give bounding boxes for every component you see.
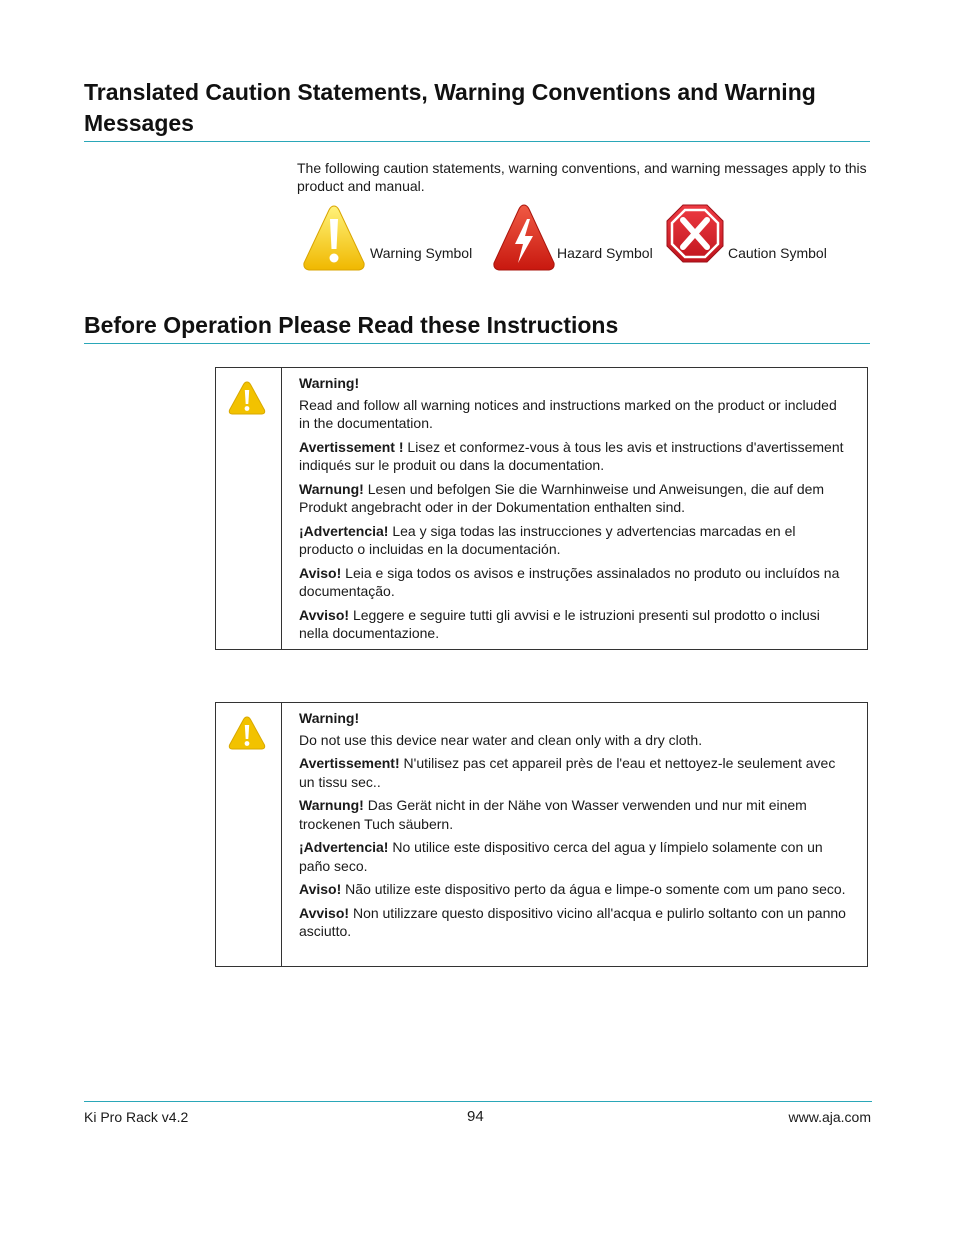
warning-line-english: Read and follow all warning notices and instructions marked on the product or included in the documentation. <box>299 396 837 431</box>
warning-line-portuguese: Aviso! Leia e siga todos os avisos e instruções assinalados no produto ou incluídos na documentação. <box>299 564 840 599</box>
warning-line-portuguese: Aviso! Não utilize este dispositivo perto da água e limpe-o somente com um pano seco. <box>299 881 846 897</box>
warning-line-french: Avertissement! N'utilisez pas cet appareil près de l'eau et nettoyez-le seulement avec un tissu sec.. <box>299 755 836 790</box>
warning-symbol-label: Warning Symbol <box>370 245 473 261</box>
warning-title: Warning! <box>299 375 360 391</box>
warning-triangle-icon <box>228 380 266 416</box>
warning-box-read-instructions <box>215 367 868 650</box>
warning-line-italian: Avviso! Leggere e seguire tutti gli avvisi e le istruzioni presenti sul prodotto o inclusi nella documentazione. <box>299 606 820 641</box>
section-heading: Before Operation Please Read these Instructions <box>84 312 619 338</box>
warning-triangle-icon <box>228 715 266 751</box>
warning-line-english: Do not use this device near water and clean only with a dry cloth. <box>299 731 703 748</box>
warning-text <box>282 703 867 966</box>
caution-symbol-label: Caution Symbol <box>728 245 827 261</box>
warning-text <box>282 368 867 649</box>
warning-line-spanish: ¡Advertencia! Lea y siga todas las instrucciones y advertencias marcadas en el producto o incluidas en la documentación. <box>299 522 796 557</box>
warning-line-french: Avertissement ! Lisez et conformez-vous à tous les avis et instructions d'avertissement indiqués sur le produit ou dans la documentation. <box>299 438 844 473</box>
warning-icon-cell <box>216 368 282 649</box>
warning-triangle-icon <box>302 203 366 273</box>
section-rule <box>84 343 870 344</box>
footer-product: Ki Pro Rack v4.2 <box>84 1109 189 1125</box>
warning-icon-cell <box>216 703 282 966</box>
intro-paragraph: The following caution statements, warning conventions, and warning messages apply to this product and manual. <box>297 160 867 194</box>
warning-symbol-legend <box>302 203 482 275</box>
caution-x-octagon-icon <box>665 203 725 265</box>
hazard-lightning-icon <box>492 203 556 273</box>
page-number: 94 <box>467 1108 484 1125</box>
warning-line-german: Warnung! Lesen und befolgen Sie die Warnhinweise und Anweisungen, die auf dem Produkt angebracht oder in der Dokumentation enthalten sind. <box>299 480 825 515</box>
hazard-symbol-legend <box>492 203 662 275</box>
warning-title: Warning! <box>299 710 360 726</box>
title-rule <box>84 141 870 142</box>
warning-line-german: Warnung! Das Gerät nicht in der Nähe von Wasser verwenden und nur mit einem trockenen Tuch säubern. <box>299 797 807 832</box>
warning-line-italian: Avviso! Non utilizzare questo dispositivo vicino all'acqua e pulirlo soltanto con un panno asciutto. <box>299 904 846 939</box>
warning-line-spanish: ¡Advertencia! No utilice este dispositivo cerca del agua y límpielo solamente con un paño seco. <box>299 839 823 874</box>
caution-symbol-legend <box>665 203 840 275</box>
footer-rule <box>84 1101 872 1102</box>
warning-box-water <box>215 702 868 967</box>
hazard-symbol-label: Hazard Symbol <box>557 245 653 261</box>
page-title: Translated Caution Statements, Warning Conventions and Warning Messages <box>84 79 816 136</box>
footer-url-link[interactable]: www.aja.com <box>788 1109 871 1125</box>
